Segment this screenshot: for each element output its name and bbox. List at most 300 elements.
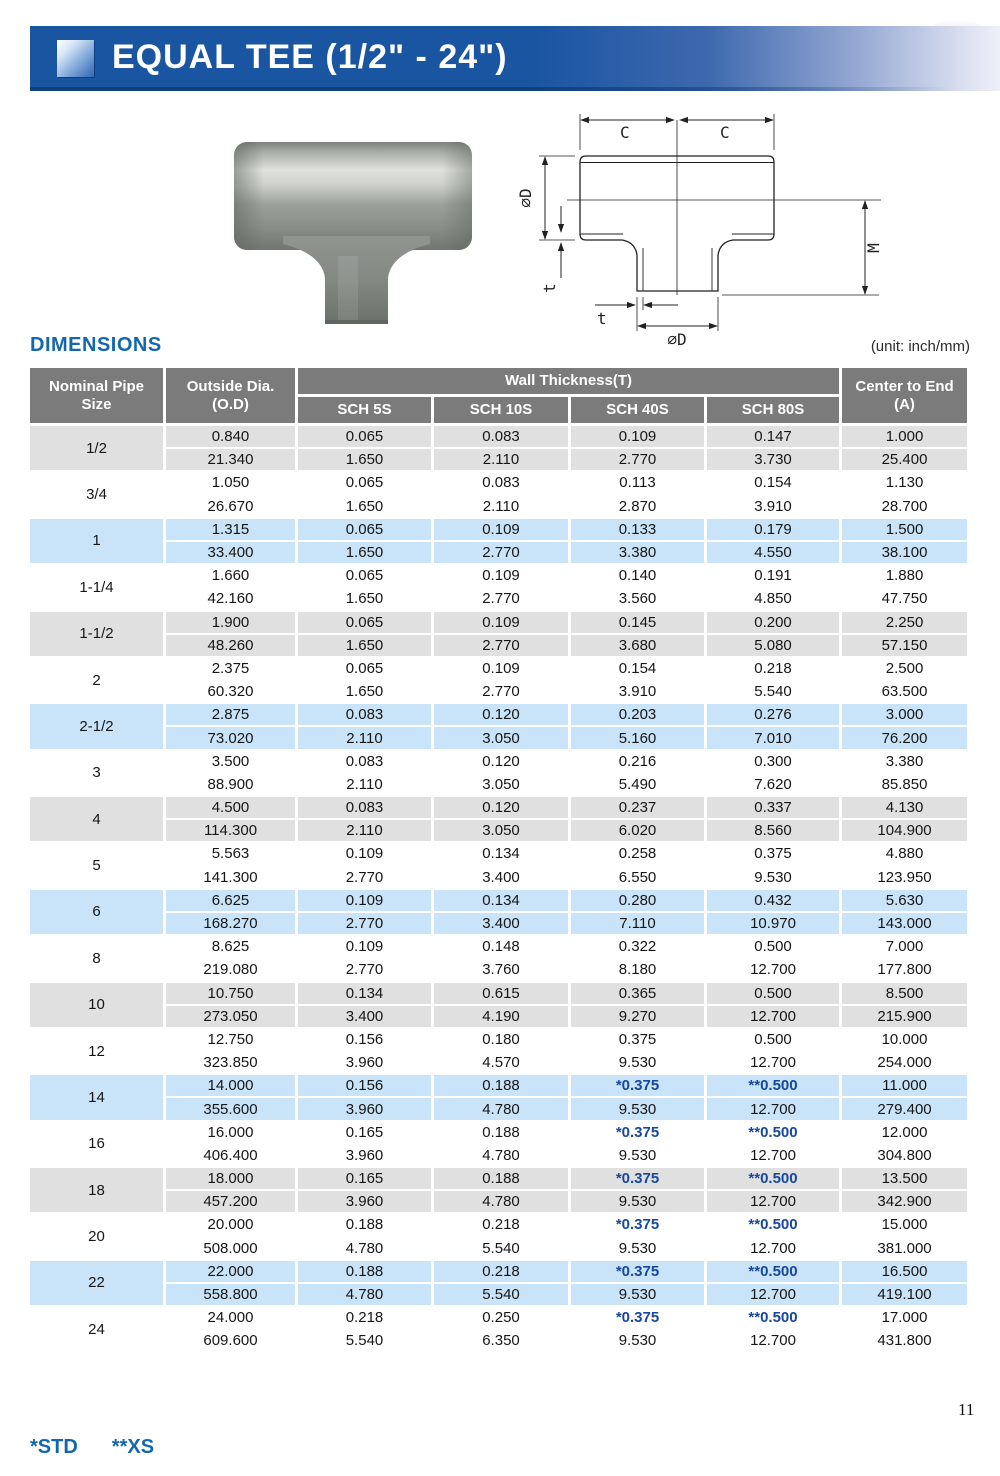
data-cell: 3.400 [434, 867, 571, 890]
unit-note: (unit: inch/mm) [870, 338, 970, 355]
size-cell: 2-1/2 [30, 704, 166, 750]
page-title: EQUAL TEE (1/2" - 24") [112, 38, 508, 76]
data-cell: 457.200 [166, 1191, 298, 1214]
data-cell: 273.050 [166, 1006, 298, 1029]
data-cell: *0.375 [571, 1307, 707, 1330]
data-cell: 0.218 [707, 658, 842, 681]
data-cell: 3.960 [298, 1191, 434, 1214]
table-row [30, 797, 970, 820]
section-heading: DIMENSIONS [30, 334, 162, 356]
data-cell: 1.650 [298, 635, 434, 658]
data-cell: 12.700 [707, 1284, 842, 1307]
data-cell: 57.150 [842, 635, 970, 658]
data-cell: 7.110 [571, 913, 707, 936]
data-cell: 6.020 [571, 820, 707, 843]
data-cell: 1.315 [166, 519, 298, 542]
data-cell: 28.700 [842, 496, 970, 519]
data-cell: 25.400 [842, 449, 970, 472]
tee-fitting-photo [228, 138, 478, 333]
data-cell: 3.960 [298, 1098, 434, 1121]
data-cell: 76.200 [842, 727, 970, 750]
table-row [30, 658, 970, 681]
data-cell: 2.500 [842, 658, 970, 681]
data-cell: 47.750 [842, 588, 970, 611]
size-cell: 18 [30, 1168, 166, 1214]
data-cell: 2.375 [166, 658, 298, 681]
data-cell: 3.050 [434, 774, 571, 797]
data-cell: 0.375 [571, 1029, 707, 1052]
table-row [30, 867, 970, 890]
data-cell: 0.065 [298, 658, 434, 681]
data-cell: 0.218 [298, 1307, 434, 1330]
table-row [30, 588, 970, 611]
data-cell: **0.500 [707, 1168, 842, 1191]
table-row [30, 681, 970, 704]
table-row [30, 519, 970, 542]
data-cell: 279.400 [842, 1098, 970, 1121]
size-cell: 20 [30, 1214, 166, 1260]
data-cell: 1.660 [166, 565, 298, 588]
data-cell: 6.550 [571, 867, 707, 890]
table-row [30, 983, 970, 1006]
table-row [30, 936, 970, 959]
table-row [30, 565, 970, 588]
data-cell: 2.770 [434, 542, 571, 565]
data-cell: 7.000 [842, 936, 970, 959]
data-cell: 219.080 [166, 959, 298, 982]
data-cell: 7.010 [707, 727, 842, 750]
data-cell: 177.800 [842, 959, 970, 982]
table-row [30, 1284, 970, 1307]
data-cell: 254.000 [842, 1052, 970, 1075]
data-cell: 8.180 [571, 959, 707, 982]
data-cell: 9.530 [707, 867, 842, 890]
data-cell: 4.550 [707, 542, 842, 565]
data-cell: 0.083 [298, 797, 434, 820]
data-cell: 323.850 [166, 1052, 298, 1075]
table-row [30, 1075, 970, 1098]
data-cell: 12.750 [166, 1029, 298, 1052]
data-cell: **0.500 [707, 1214, 842, 1237]
table-row [30, 959, 970, 982]
data-cell: 5.540 [298, 1330, 434, 1353]
data-cell: 0.280 [571, 890, 707, 913]
size-cell: 6 [30, 890, 166, 936]
data-cell: 5.630 [842, 890, 970, 913]
footnote [30, 1436, 188, 1459]
data-cell: *0.375 [571, 1168, 707, 1191]
data-cell: 143.000 [842, 913, 970, 936]
data-cell: 0.154 [571, 658, 707, 681]
header-wall-thickness: Wall Thickness(T) [298, 368, 842, 397]
data-cell: 3.050 [434, 820, 571, 843]
size-cell: 3 [30, 751, 166, 797]
header-center-to-end: Center to End (A) [842, 368, 970, 426]
data-cell: 12.700 [707, 1191, 842, 1214]
data-cell: 342.900 [842, 1191, 970, 1214]
dim-label-od-left: ⌀D [516, 188, 535, 208]
data-cell: 7.620 [707, 774, 842, 797]
dim-label-t-left: t [540, 283, 559, 293]
data-cell: 10.000 [842, 1029, 970, 1052]
data-cell: **0.500 [707, 1075, 842, 1098]
table-row [30, 1261, 970, 1284]
data-cell: 4.780 [298, 1284, 434, 1307]
data-cell: 0.148 [434, 936, 571, 959]
data-cell: 0.237 [571, 797, 707, 820]
data-cell: 0.083 [298, 751, 434, 774]
data-cell: 0.188 [434, 1122, 571, 1145]
size-cell: 1 [30, 519, 166, 565]
data-cell: 0.065 [298, 426, 434, 449]
data-cell: 0.109 [298, 890, 434, 913]
header-sch10s: SCH 10S [434, 397, 571, 426]
data-cell: 63.500 [842, 681, 970, 704]
data-cell: 3.730 [707, 449, 842, 472]
data-cell: 0.250 [434, 1307, 571, 1330]
table-row [30, 612, 970, 635]
data-cell: 4.130 [842, 797, 970, 820]
data-cell: 3.960 [298, 1145, 434, 1168]
table-row [30, 1168, 970, 1191]
data-cell: 3.960 [298, 1052, 434, 1075]
data-cell: 508.000 [166, 1238, 298, 1261]
data-cell: 9.530 [571, 1330, 707, 1353]
table-row [30, 1122, 970, 1145]
table-row [30, 1238, 970, 1261]
data-cell: 1.650 [298, 542, 434, 565]
data-cell: 1.000 [842, 426, 970, 449]
table-row [30, 890, 970, 913]
size-cell: 16 [30, 1122, 166, 1168]
data-cell: 0.165 [298, 1122, 434, 1145]
data-cell: 4.570 [434, 1052, 571, 1075]
size-cell: 24 [30, 1307, 166, 1353]
table-row [30, 751, 970, 774]
table-row [30, 727, 970, 750]
size-cell: 8 [30, 936, 166, 982]
data-cell: 8.625 [166, 936, 298, 959]
data-cell: 85.850 [842, 774, 970, 797]
data-cell: 0.145 [571, 612, 707, 635]
dim-label-t-bottom: t [597, 309, 607, 328]
data-cell: 0.083 [298, 704, 434, 727]
data-cell: 431.800 [842, 1330, 970, 1353]
data-cell: 2.110 [434, 449, 571, 472]
data-cell: 2.870 [571, 496, 707, 519]
data-cell: 0.109 [298, 936, 434, 959]
data-cell: 0.840 [166, 426, 298, 449]
data-cell: 38.100 [842, 542, 970, 565]
data-cell: 0.156 [298, 1029, 434, 1052]
data-cell: 0.216 [571, 751, 707, 774]
data-cell: 4.780 [434, 1098, 571, 1121]
data-cell: 5.563 [166, 843, 298, 866]
data-cell: 1.050 [166, 472, 298, 495]
data-cell: 5.540 [434, 1284, 571, 1307]
header-sch40s: SCH 40S [571, 397, 707, 426]
data-cell: 1.900 [166, 612, 298, 635]
data-cell: 0.083 [434, 472, 571, 495]
data-cell: 15.000 [842, 1214, 970, 1237]
data-cell: 1.880 [842, 565, 970, 588]
table-row [30, 843, 970, 866]
tee-dimension-diagram [515, 98, 910, 350]
data-cell: 4.780 [298, 1238, 434, 1261]
table-row [30, 1098, 970, 1121]
data-cell: 0.133 [571, 519, 707, 542]
table-row [30, 1145, 970, 1168]
data-cell: 0.109 [298, 843, 434, 866]
data-cell: 12.700 [707, 1145, 842, 1168]
data-cell: 9.530 [571, 1284, 707, 1307]
data-cell: 104.900 [842, 820, 970, 843]
data-cell: 0.134 [434, 843, 571, 866]
data-cell: **0.500 [707, 1261, 842, 1284]
table-row [30, 1006, 970, 1029]
data-cell: 0.188 [434, 1168, 571, 1191]
data-cell: 355.600 [166, 1098, 298, 1121]
data-cell: 9.530 [571, 1098, 707, 1121]
data-cell: 0.065 [298, 565, 434, 588]
data-cell: 42.160 [166, 588, 298, 611]
data-cell: 0.218 [434, 1214, 571, 1237]
data-cell: *0.375 [571, 1261, 707, 1284]
size-cell: 2 [30, 658, 166, 704]
data-cell: 48.260 [166, 635, 298, 658]
table-row [30, 1052, 970, 1075]
data-cell: 0.109 [434, 565, 571, 588]
data-cell: 16.500 [842, 1261, 970, 1284]
table-row [30, 913, 970, 936]
dim-label-od-bottom: ⌀D [667, 330, 687, 349]
data-cell: 2.770 [434, 635, 571, 658]
data-cell: 0.065 [298, 612, 434, 635]
data-cell: 12.700 [707, 1238, 842, 1261]
data-cell: 0.276 [707, 704, 842, 727]
data-cell: 0.134 [298, 983, 434, 1006]
data-cell: 0.140 [571, 565, 707, 588]
size-cell: 1/2 [30, 426, 166, 472]
data-cell: 0.154 [707, 472, 842, 495]
data-cell: 12.000 [842, 1122, 970, 1145]
table-row [30, 426, 970, 449]
size-cell: 22 [30, 1261, 166, 1307]
data-cell: 3.910 [571, 681, 707, 704]
data-cell: 0.615 [434, 983, 571, 1006]
data-cell: 1.130 [842, 472, 970, 495]
data-cell: 0.500 [707, 1029, 842, 1052]
data-cell: 17.000 [842, 1307, 970, 1330]
data-cell: 0.065 [298, 472, 434, 495]
data-cell: 3.380 [842, 751, 970, 774]
data-cell: 0.120 [434, 704, 571, 727]
data-cell: 114.300 [166, 820, 298, 843]
data-cell: 22.000 [166, 1261, 298, 1284]
data-cell: 9.530 [571, 1191, 707, 1214]
page-number: 11 [958, 1400, 975, 1419]
data-cell: 2.110 [298, 820, 434, 843]
data-cell: 4.500 [166, 797, 298, 820]
data-cell: 3.910 [707, 496, 842, 519]
footnote-xs: **XS [111, 1436, 155, 1458]
data-cell: 88.900 [166, 774, 298, 797]
data-cell: 609.600 [166, 1330, 298, 1353]
data-cell: 0.500 [707, 936, 842, 959]
data-cell: 10.750 [166, 983, 298, 1006]
data-cell: 0.203 [571, 704, 707, 727]
data-cell: 3.680 [571, 635, 707, 658]
header-outside-dia: Outside Dia. (O.D) [166, 368, 298, 426]
data-cell: 0.322 [571, 936, 707, 959]
data-cell: 2.770 [434, 588, 571, 611]
data-cell: 33.400 [166, 542, 298, 565]
data-cell: 26.670 [166, 496, 298, 519]
table-row [30, 472, 970, 495]
data-cell: 0.258 [571, 843, 707, 866]
data-cell: 4.780 [434, 1191, 571, 1214]
data-cell: 304.800 [842, 1145, 970, 1168]
data-cell: **0.500 [707, 1122, 842, 1145]
data-cell: 1.500 [842, 519, 970, 542]
data-cell: 3.560 [571, 588, 707, 611]
data-cell: 20.000 [166, 1214, 298, 1237]
data-cell: 0.500 [707, 983, 842, 1006]
data-cell: 0.109 [434, 612, 571, 635]
table-row [30, 542, 970, 565]
data-cell: 5.490 [571, 774, 707, 797]
data-cell: 0.191 [707, 565, 842, 588]
data-cell: 1.650 [298, 588, 434, 611]
dim-label-m-right: M [864, 243, 883, 253]
data-cell: 1.650 [298, 449, 434, 472]
data-cell: 3.400 [298, 1006, 434, 1029]
data-cell: 419.100 [842, 1284, 970, 1307]
size-cell: 10 [30, 983, 166, 1029]
data-cell: 0.188 [298, 1214, 434, 1237]
header-nominal-size: Nominal Pipe Size [30, 368, 166, 426]
data-cell: 12.700 [707, 1330, 842, 1353]
table-row [30, 635, 970, 658]
data-cell: 0.180 [434, 1029, 571, 1052]
data-cell: 18.000 [166, 1168, 298, 1191]
data-cell: 123.950 [842, 867, 970, 890]
table-header-row [30, 368, 970, 397]
size-cell: 12 [30, 1029, 166, 1075]
data-cell: 6.350 [434, 1330, 571, 1353]
data-cell: 5.540 [434, 1238, 571, 1261]
data-cell: 168.270 [166, 913, 298, 936]
data-cell: 0.179 [707, 519, 842, 542]
data-cell: 2.770 [298, 913, 434, 936]
data-cell: 3.400 [434, 913, 571, 936]
data-cell: 24.000 [166, 1307, 298, 1330]
title-banner [30, 26, 1000, 91]
data-cell: 12.700 [707, 959, 842, 982]
data-cell: 0.113 [571, 472, 707, 495]
data-cell: *0.375 [571, 1075, 707, 1098]
data-cell: 73.020 [166, 727, 298, 750]
dim-label-c-right: C [720, 123, 730, 142]
data-cell: 9.530 [571, 1145, 707, 1168]
data-cell: 2.770 [298, 867, 434, 890]
data-cell: 4.190 [434, 1006, 571, 1029]
data-cell: 0.065 [298, 519, 434, 542]
size-cell: 14 [30, 1075, 166, 1121]
header-sch80s: SCH 80S [707, 397, 842, 426]
data-cell: 0.218 [434, 1261, 571, 1284]
data-cell: 16.000 [166, 1122, 298, 1145]
data-cell: 2.875 [166, 704, 298, 727]
data-cell: *0.375 [571, 1122, 707, 1145]
data-cell: 2.110 [298, 774, 434, 797]
data-cell: 13.500 [842, 1168, 970, 1191]
data-cell: 2.770 [298, 959, 434, 982]
data-cell: 4.880 [842, 843, 970, 866]
data-cell: 8.500 [842, 983, 970, 1006]
data-cell: 5.540 [707, 681, 842, 704]
data-cell: 3.380 [571, 542, 707, 565]
data-cell: 12.700 [707, 1052, 842, 1075]
banner-square-icon [57, 40, 94, 77]
table-row [30, 820, 970, 843]
size-cell: 1-1/2 [30, 612, 166, 658]
data-cell: 5.160 [571, 727, 707, 750]
data-cell: 9.530 [571, 1238, 707, 1261]
data-cell: 9.530 [571, 1052, 707, 1075]
data-cell: 1.650 [298, 496, 434, 519]
data-cell: 0.109 [434, 519, 571, 542]
data-cell: 141.300 [166, 867, 298, 890]
data-cell: 12.700 [707, 1098, 842, 1121]
data-cell: 0.165 [298, 1168, 434, 1191]
data-cell: 2.110 [434, 496, 571, 519]
data-cell: 12.700 [707, 1006, 842, 1029]
data-cell: 8.560 [707, 820, 842, 843]
size-cell: 1-1/4 [30, 565, 166, 611]
data-cell: 0.156 [298, 1075, 434, 1098]
data-cell: 1.650 [298, 681, 434, 704]
data-cell: 0.188 [434, 1075, 571, 1098]
data-cell: 14.000 [166, 1075, 298, 1098]
size-cell: 5 [30, 843, 166, 889]
data-cell: 558.800 [166, 1284, 298, 1307]
data-cell: 2.250 [842, 612, 970, 635]
data-cell: 21.340 [166, 449, 298, 472]
dim-label-c-left: C [620, 123, 630, 142]
size-cell: 4 [30, 797, 166, 843]
data-cell: 0.134 [434, 890, 571, 913]
header-sch5s: SCH 5S [298, 397, 434, 426]
data-cell: 2.110 [298, 727, 434, 750]
data-cell: 0.300 [707, 751, 842, 774]
data-cell: 381.000 [842, 1238, 970, 1261]
data-cell: 4.850 [707, 588, 842, 611]
table-row [30, 496, 970, 519]
data-cell: 10.970 [707, 913, 842, 936]
data-cell: 0.375 [707, 843, 842, 866]
data-cell: 0.365 [571, 983, 707, 1006]
data-cell: 2.770 [434, 681, 571, 704]
data-cell: 11.000 [842, 1075, 970, 1098]
data-cell: 3.500 [166, 751, 298, 774]
data-cell: 215.900 [842, 1006, 970, 1029]
data-cell: 0.337 [707, 797, 842, 820]
data-cell: 2.770 [571, 449, 707, 472]
table-row [30, 774, 970, 797]
data-cell: 4.780 [434, 1145, 571, 1168]
data-cell: 0.432 [707, 890, 842, 913]
